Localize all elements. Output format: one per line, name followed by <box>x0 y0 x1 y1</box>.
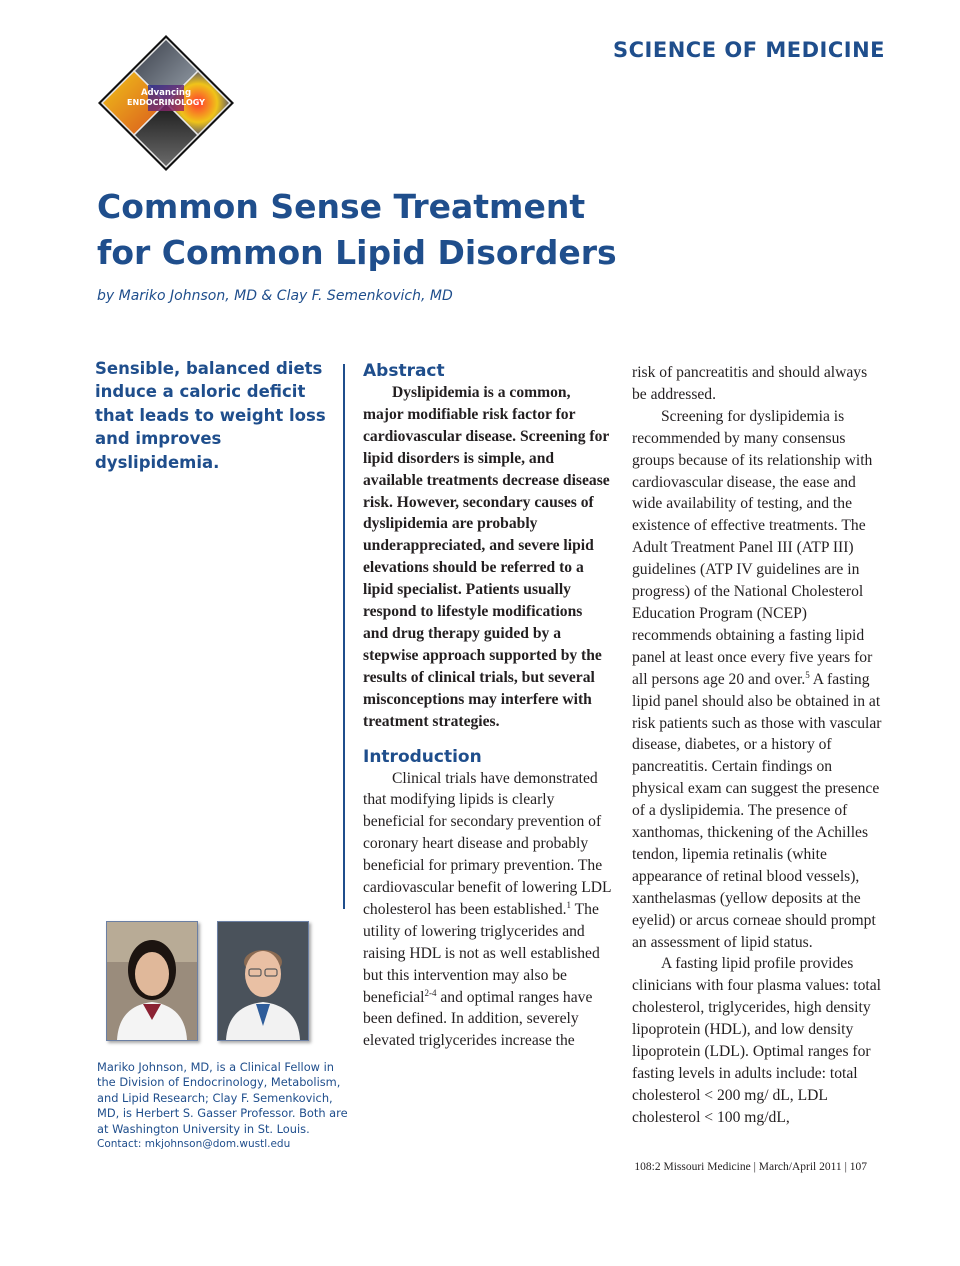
section-label: SCIENCE OF MEDICINE <box>613 38 885 62</box>
page-number: 107 <box>849 1161 867 1173</box>
abstract-text: Dyslipidemia is a common, major modifiable risk factor for cardiovascular disease. Screening for lipid disorders is simple, and available treatments decrease disease risk. However, secondary causes of dyslipidemia are probably underappreciated, and severe lipid elevations should be referred to a lipid specialist. Patients usually respond to lifestyle modifications and drug therapy guided by a stepwise approach supported by the results of clinical trials, but several misconceptions may interfere with treatment strategies. <box>363 384 610 730</box>
body-text-b: A fasting lipid panel should also be obtained in at risk patients such as those with vascular disease, diabetes, or a history of pancreatitis. Certain findings on physical exam can suggest the presence of a dyslipidemia. The presence of xanthomas, thickening of the Achilles tendon, lipemia retinalis (white appearance of retinal blood vessels), xanthelasmas (yellow deposits at the eyelid) or arcus corneae should prompt an assessment of lipid status. <box>632 670 882 951</box>
middle-column <box>363 360 611 1052</box>
author-photo-semenkovich <box>217 921 309 1041</box>
advancing-endocrinology-logo <box>96 33 236 173</box>
body-paragraph: A fasting lipid profile provides clinicians with four plasma values: total cholesterol, triglycerides, high density lipoprotein (HDL), and low density lipoprotein (LDL). Optimal ranges for fasting levels in adults include: total cholesterol < 200 mg/ dL, LDL cholesterol < 100 mg/dL, <box>632 955 882 1126</box>
author-photo-johnson <box>106 921 198 1041</box>
introduction-paragraph <box>363 768 611 1053</box>
citation-ref: 5 <box>805 669 810 680</box>
author-note <box>97 1060 349 1152</box>
intro-text-a: Clinical trials have demonstrated that modifying lipids is clearly beneficial for secondary prevention of coronary heart disease and probably beneficial for primary prevention. The cardiovascular benefit of lowering LDL cholesterol has been established. <box>363 769 611 918</box>
citation-ref: 1 <box>566 899 572 910</box>
article-title <box>97 184 617 276</box>
introduction-heading: Introduction <box>363 746 482 767</box>
author-contact: Contact: mkjohnson@dom.wustl.edu <box>97 1138 291 1151</box>
footer-issue: 108:2 Missouri Medicine <box>634 1161 751 1173</box>
logo-text-line2: ENDOCRINOLOGY <box>127 98 205 107</box>
right-column <box>632 362 882 1129</box>
footer-date: March/April 2011 <box>758 1161 842 1173</box>
body-paragraph <box>632 406 882 954</box>
pull-quote: Sensible, balanced diets induce a caloric deficit that leads to weight loss and improves dyslipidemia. <box>95 359 326 472</box>
intro-text-c: and optimal ranges have been defined. In addition, severely elevated triglycerides increase the <box>363 988 593 1050</box>
citation-ref: 2-4 <box>424 987 437 998</box>
body-paragraph: risk of pancreatitis and should always be addressed. <box>632 364 868 403</box>
page-footer: 108:2 Missouri Medicine | March/April 2011 | 107 <box>634 1161 867 1173</box>
abstract-heading: Abstract <box>363 361 445 381</box>
title-line-1: Common Sense Treatment <box>97 187 586 226</box>
byline: by Mariko Johnson, MD & Clay F. Semenkovich, MD <box>97 288 453 304</box>
body-text-a: Screening for dyslipidemia is recommended by many consensus groups because of its relationship with cardiovascular disease, the ease and wide availability of testing, and the existence of effective treatments. The Adult Treatment Panel III (ATP III) guidelines (ATP IV guidelines are in progress) of the National Cholesterol Education Program (NCEP) recommends obtaining a fasting lipid panel at least once every five years for all persons age 20 and over. <box>632 407 873 688</box>
logo-text-line1: Advancing <box>140 88 192 98</box>
title-line-2: for Common Lipid Disorders <box>97 233 617 272</box>
intro-text-b: The utility of lowering triglycerides and raising HDL is not as well established but this intervention may also be beneficial <box>363 900 600 1006</box>
column-divider <box>343 364 345 909</box>
author-bio: Mariko Johnson, MD, is a Clinical Fellow in the Division of Endocrinology, Metabolism, and Lipid Research; Clay F. Semenkovich, MD, is Herbert S. Gasser Professor. Both are at Washington University in St. Louis. <box>97 1060 348 1136</box>
